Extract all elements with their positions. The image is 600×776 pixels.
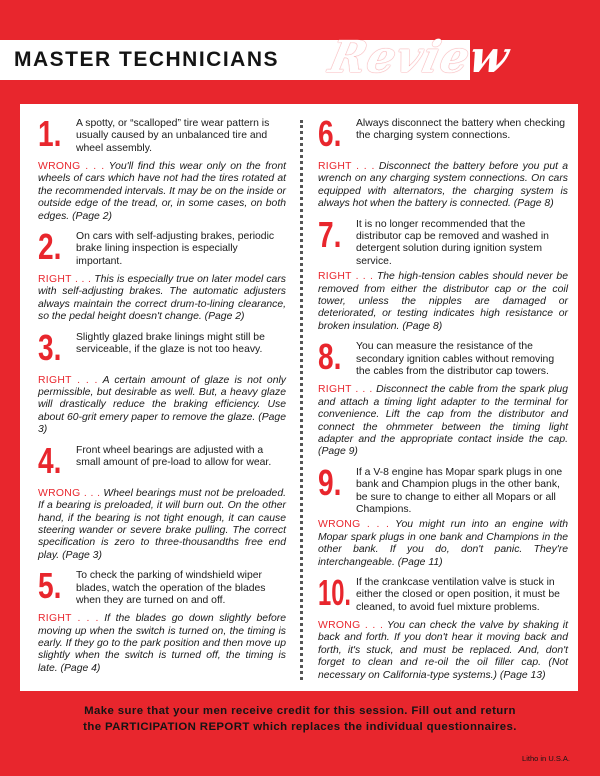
review-item	[38, 113, 286, 223]
question-block	[318, 571, 568, 617]
right-column	[318, 113, 569, 690]
answer-text	[38, 375, 286, 437]
question-block	[38, 326, 286, 372]
review-item	[318, 113, 568, 211]
review-item	[38, 439, 286, 562]
question-block	[38, 565, 286, 610]
item-number: 4.	[38, 439, 62, 481]
review-item	[38, 565, 286, 675]
item-number: 8.	[318, 336, 342, 378]
verdict-label: RIGHT . . .	[318, 161, 375, 172]
review-item	[318, 461, 568, 569]
header	[0, 32, 600, 84]
verdict-label: RIGHT . . .	[38, 274, 92, 286]
column-divider	[300, 120, 303, 680]
item-number: 3.	[38, 326, 62, 368]
verdict-label: WRONG . . .	[318, 619, 384, 631]
verdict-label: RIGHT . . .	[318, 271, 374, 283]
answer-text	[38, 488, 286, 562]
litho-credit: Litho in U.S.A.	[522, 754, 570, 763]
question-text: You can measure the resistance of the secondary ignition cables without removing the cables from the distributor cap towers.	[356, 341, 555, 378]
footer-line-2: the PARTICIPATION REPORT which replaces the individual questionnaires.	[83, 721, 517, 733]
question-text: It is no longer recommended that the distributor cap be removed and washed in detergent solution during ignition system service.	[356, 218, 549, 267]
question-block	[318, 461, 568, 517]
answer-text	[38, 613, 286, 675]
question-text: On cars with self-adjusting brakes, periodic brake lining inspection is especially important.	[76, 231, 275, 267]
verdict-label: WRONG . . .	[318, 519, 390, 531]
review-panel	[20, 104, 578, 691]
footer-notice	[0, 703, 600, 735]
question-text: If the crankcase ventilation valve is stuck in either the closed or open position, it must be cleaned, to avoid fuel mixture problems.	[356, 576, 560, 613]
answer-body: This is especially true on later model cars with self-adjusting brakes. The automatic adjusters always maintain the correct drum-to-lining clearance, so the pedal height doesn't change. (Page 2)	[38, 274, 286, 323]
left-column	[38, 113, 286, 683]
verdict-label: RIGHT . . .	[38, 374, 98, 386]
verdict-label: RIGHT . . .	[38, 613, 99, 625]
answer-text	[318, 161, 568, 211]
verdict-label: WRONG . . .	[38, 487, 101, 499]
question-text: Front wheel bearings are adjusted with a small amount of pre-load to allow for wear.	[76, 444, 272, 469]
question-block	[38, 439, 286, 485]
answer-text	[38, 274, 286, 324]
footer-line-1: Make sure that your men receive credit for this session. Fill out and return	[84, 705, 516, 717]
review-item	[318, 213, 568, 334]
verdict-label: RIGHT . . .	[318, 384, 373, 396]
review-script-logo: Review	[324, 32, 515, 83]
review-item	[318, 571, 569, 682]
question-block	[318, 113, 568, 158]
item-number: 6.	[318, 113, 342, 154]
answer-text	[38, 161, 286, 223]
answer-text	[318, 271, 568, 333]
review-item	[38, 326, 286, 437]
review-item	[318, 336, 568, 458]
question-text: Always disconnect the battery when checking the charging system connections.	[356, 118, 566, 142]
answer-body: Disconnect the battery before you put a wrench on any charging system connections. On cars equipped with alternators, the charging system is always hot when the battery is connected. (Page 8)	[318, 161, 568, 210]
question-block	[38, 226, 286, 271]
item-number: 10.	[318, 571, 352, 613]
verdict-label: WRONG . . .	[38, 161, 105, 172]
question-text: Slightly glazed brake linings might still be serviceable, if the glaze is not too heavy.	[76, 331, 265, 356]
page-title: MASTER TECHNICIANS	[14, 48, 280, 71]
question-block	[318, 336, 568, 381]
answer-body: Wheel bearings must not be preloaded. If a bearing is preloaded, it will burn out. On the other hand, if the bearing is not tight enough, it can cause steering wander or severe brake pulling. The correct specification is zero to three-thousandths free end play. (Page 3)	[38, 487, 286, 561]
answer-text	[318, 384, 568, 458]
question-text: If a V-8 engine has Mopar spark plugs in one bank and Champion plugs in the other bank, be sure to change to either all Mopars or all Champions.	[356, 466, 563, 515]
question-text: A spotty, or “scalloped” tire wear pattern is usually caused by an unbalanced tire and wheel assembly.	[76, 118, 270, 154]
answer-body: You'll find this wear only on the front wheels of cars which have not had the tires rotated at the recommended intervals. It may be on the inside or outside edge of the tread, or, in some cases, on both edges. (Page 2)	[38, 161, 286, 222]
answer-body: A certain amount of glaze is not only permissible, but desirable as well. But, a heavy glaze will drastically reduce the braking efficiency. Use about 60-grit emery paper to remove the glaze. (Page 3)	[38, 374, 286, 436]
answer-body: You might run into an engine with Mopar spark plugs in one bank and Champions in the other bank. If you do, don't panic. They're interchangeable. (Page 11)	[318, 519, 568, 568]
answer-text	[318, 519, 568, 569]
review-item	[38, 226, 286, 324]
question-block	[38, 113, 286, 158]
item-number: 7.	[318, 213, 342, 255]
item-number: 2.	[38, 226, 62, 268]
question-block	[318, 213, 568, 269]
item-number: 1.	[38, 113, 62, 154]
answer-body: Disconnect the cable from the spark plug and attach a timing light adapter to the terminal for convenience. Lift the cap from the distributor and connect the ohmmeter between the timing light adapter and the appropriate contact inside the cap. (Page 9)	[318, 384, 568, 458]
item-number: 5.	[38, 565, 62, 607]
item-number: 9.	[318, 461, 342, 503]
answer-body: You can check the valve by shaking it back and forth. If you don't hear it moving back and forth, it's stuck, and must be replaced. And, don't forget to clean and re-oil the oil filler cap. (Not necessary on California-type systems.) (Page 13)	[318, 619, 569, 681]
answer-text	[318, 620, 568, 682]
answer-body: If the blades go down slightly before moving up when the switch is turned on, the timing is early. If they go to the park position and then move up slightly when the switch is turned off, the timing is late. (Page 4)	[38, 613, 286, 674]
question-text: To check the parking of windshield wiper blades, watch the operation of the blades when they are turned on and off.	[76, 570, 266, 606]
answer-body: The high-tension cables should never be removed from either the distributor cap or the coil tower, unless the nipples are damaged or deteriorated, or testing indicates high resistance or broken insulation. (Page 8)	[318, 271, 568, 332]
